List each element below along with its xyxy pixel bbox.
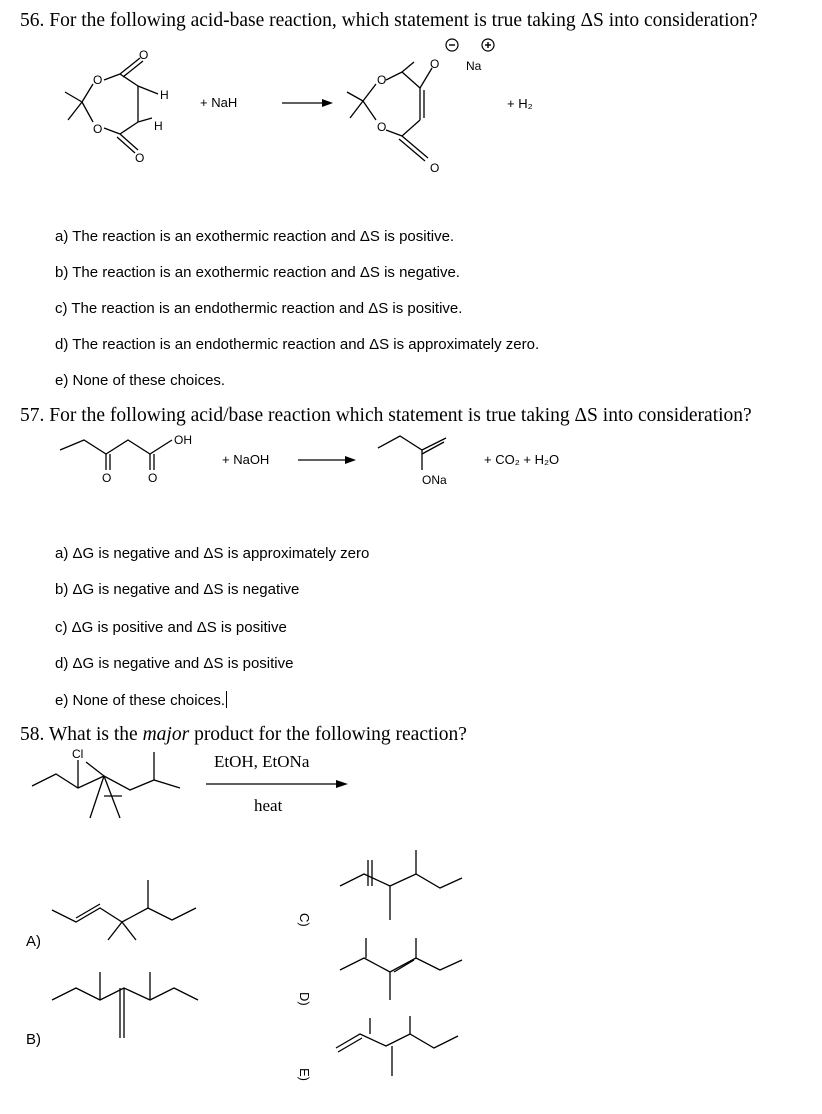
option-d-structure — [340, 938, 462, 1000]
atom-O: O — [377, 120, 387, 134]
atom-Cl: Cl — [72, 747, 84, 761]
q57-choice-b[interactable]: b) ΔG is negative and ΔS is negative — [55, 581, 300, 598]
question-text: What is the — [48, 724, 143, 745]
option-a-label[interactable]: A) — [26, 933, 41, 950]
alkyl-chloride-structure — [32, 752, 180, 818]
atom-O: O — [139, 48, 149, 62]
question-text: product for the following reaction? — [189, 724, 467, 745]
atom-OH: OH — [174, 433, 192, 447]
q57-byproducts: + CO₂ + H₂O — [484, 452, 560, 467]
reaction-conditions-bottom: heat — [254, 796, 283, 815]
choice-text: e) None of these choices. — [55, 692, 226, 709]
atom-H: H — [160, 88, 169, 102]
atom-O: O — [148, 471, 158, 485]
atom-O: O — [93, 122, 103, 136]
question-number: 58. — [20, 724, 45, 745]
q56-choice-b[interactable]: b) The reaction is an exothermic reaction and ΔS is negative. — [55, 264, 460, 281]
question-text: For the following acid-base reaction, which statement is true taking ΔS into consideration? — [49, 10, 758, 31]
question-emphasis: major — [142, 724, 190, 745]
atom-H: H — [154, 119, 163, 133]
option-e-structure — [336, 1016, 458, 1076]
question-number: 56. — [20, 10, 45, 31]
q56-reagent: + NaH — [200, 95, 238, 110]
q56-byproduct: + H₂ — [507, 96, 533, 111]
q56-choice-c[interactable]: c) The reaction is an endothermic reaction and ΔS is positive. — [55, 300, 463, 317]
option-d-label[interactable]: D) — [297, 992, 312, 1006]
q56-choice-d[interactable]: d) The reaction is an endothermic reaction and ΔS is approximately zero. — [55, 336, 540, 353]
question-text: For the following acid/base reaction which statement is true taking ΔS into consideration? — [49, 405, 752, 426]
q57-choice-a[interactable]: a) ΔG is negative and ΔS is approximately zero — [55, 545, 370, 562]
reaction-conditions-top: EtOH, EtONa — [214, 752, 310, 771]
q57-choice-c[interactable]: c) ΔG is positive and ΔS is positive — [55, 619, 287, 636]
question-number: 57. — [20, 405, 45, 426]
atom-ONa: ONa — [422, 473, 447, 487]
atom-O: O — [93, 73, 103, 87]
atom-O: O — [430, 161, 440, 175]
option-b-label[interactable]: B) — [26, 1031, 41, 1048]
option-c-structure — [340, 850, 462, 920]
atom-O-anion: O — [430, 57, 440, 71]
option-c-label[interactable]: C) — [297, 913, 312, 927]
option-e-label[interactable]: E) — [297, 1068, 312, 1081]
q56-choice-a[interactable]: a) The reaction is an exothermic reaction and ΔS is positive. — [55, 228, 455, 245]
option-a-structure — [52, 880, 196, 940]
atom-O: O — [102, 471, 112, 485]
q56-choice-e[interactable]: e) None of these choices. — [55, 372, 226, 389]
option-b-structure — [52, 972, 198, 1038]
atom-Na: Na — [466, 59, 482, 73]
atom-O: O — [377, 73, 387, 87]
arrowhead — [336, 780, 348, 788]
atom-O: O — [135, 151, 145, 165]
q57-reagent: + NaOH — [222, 452, 270, 467]
q57-choice-d[interactable]: d) ΔG is negative and ΔS is positive — [55, 655, 294, 672]
